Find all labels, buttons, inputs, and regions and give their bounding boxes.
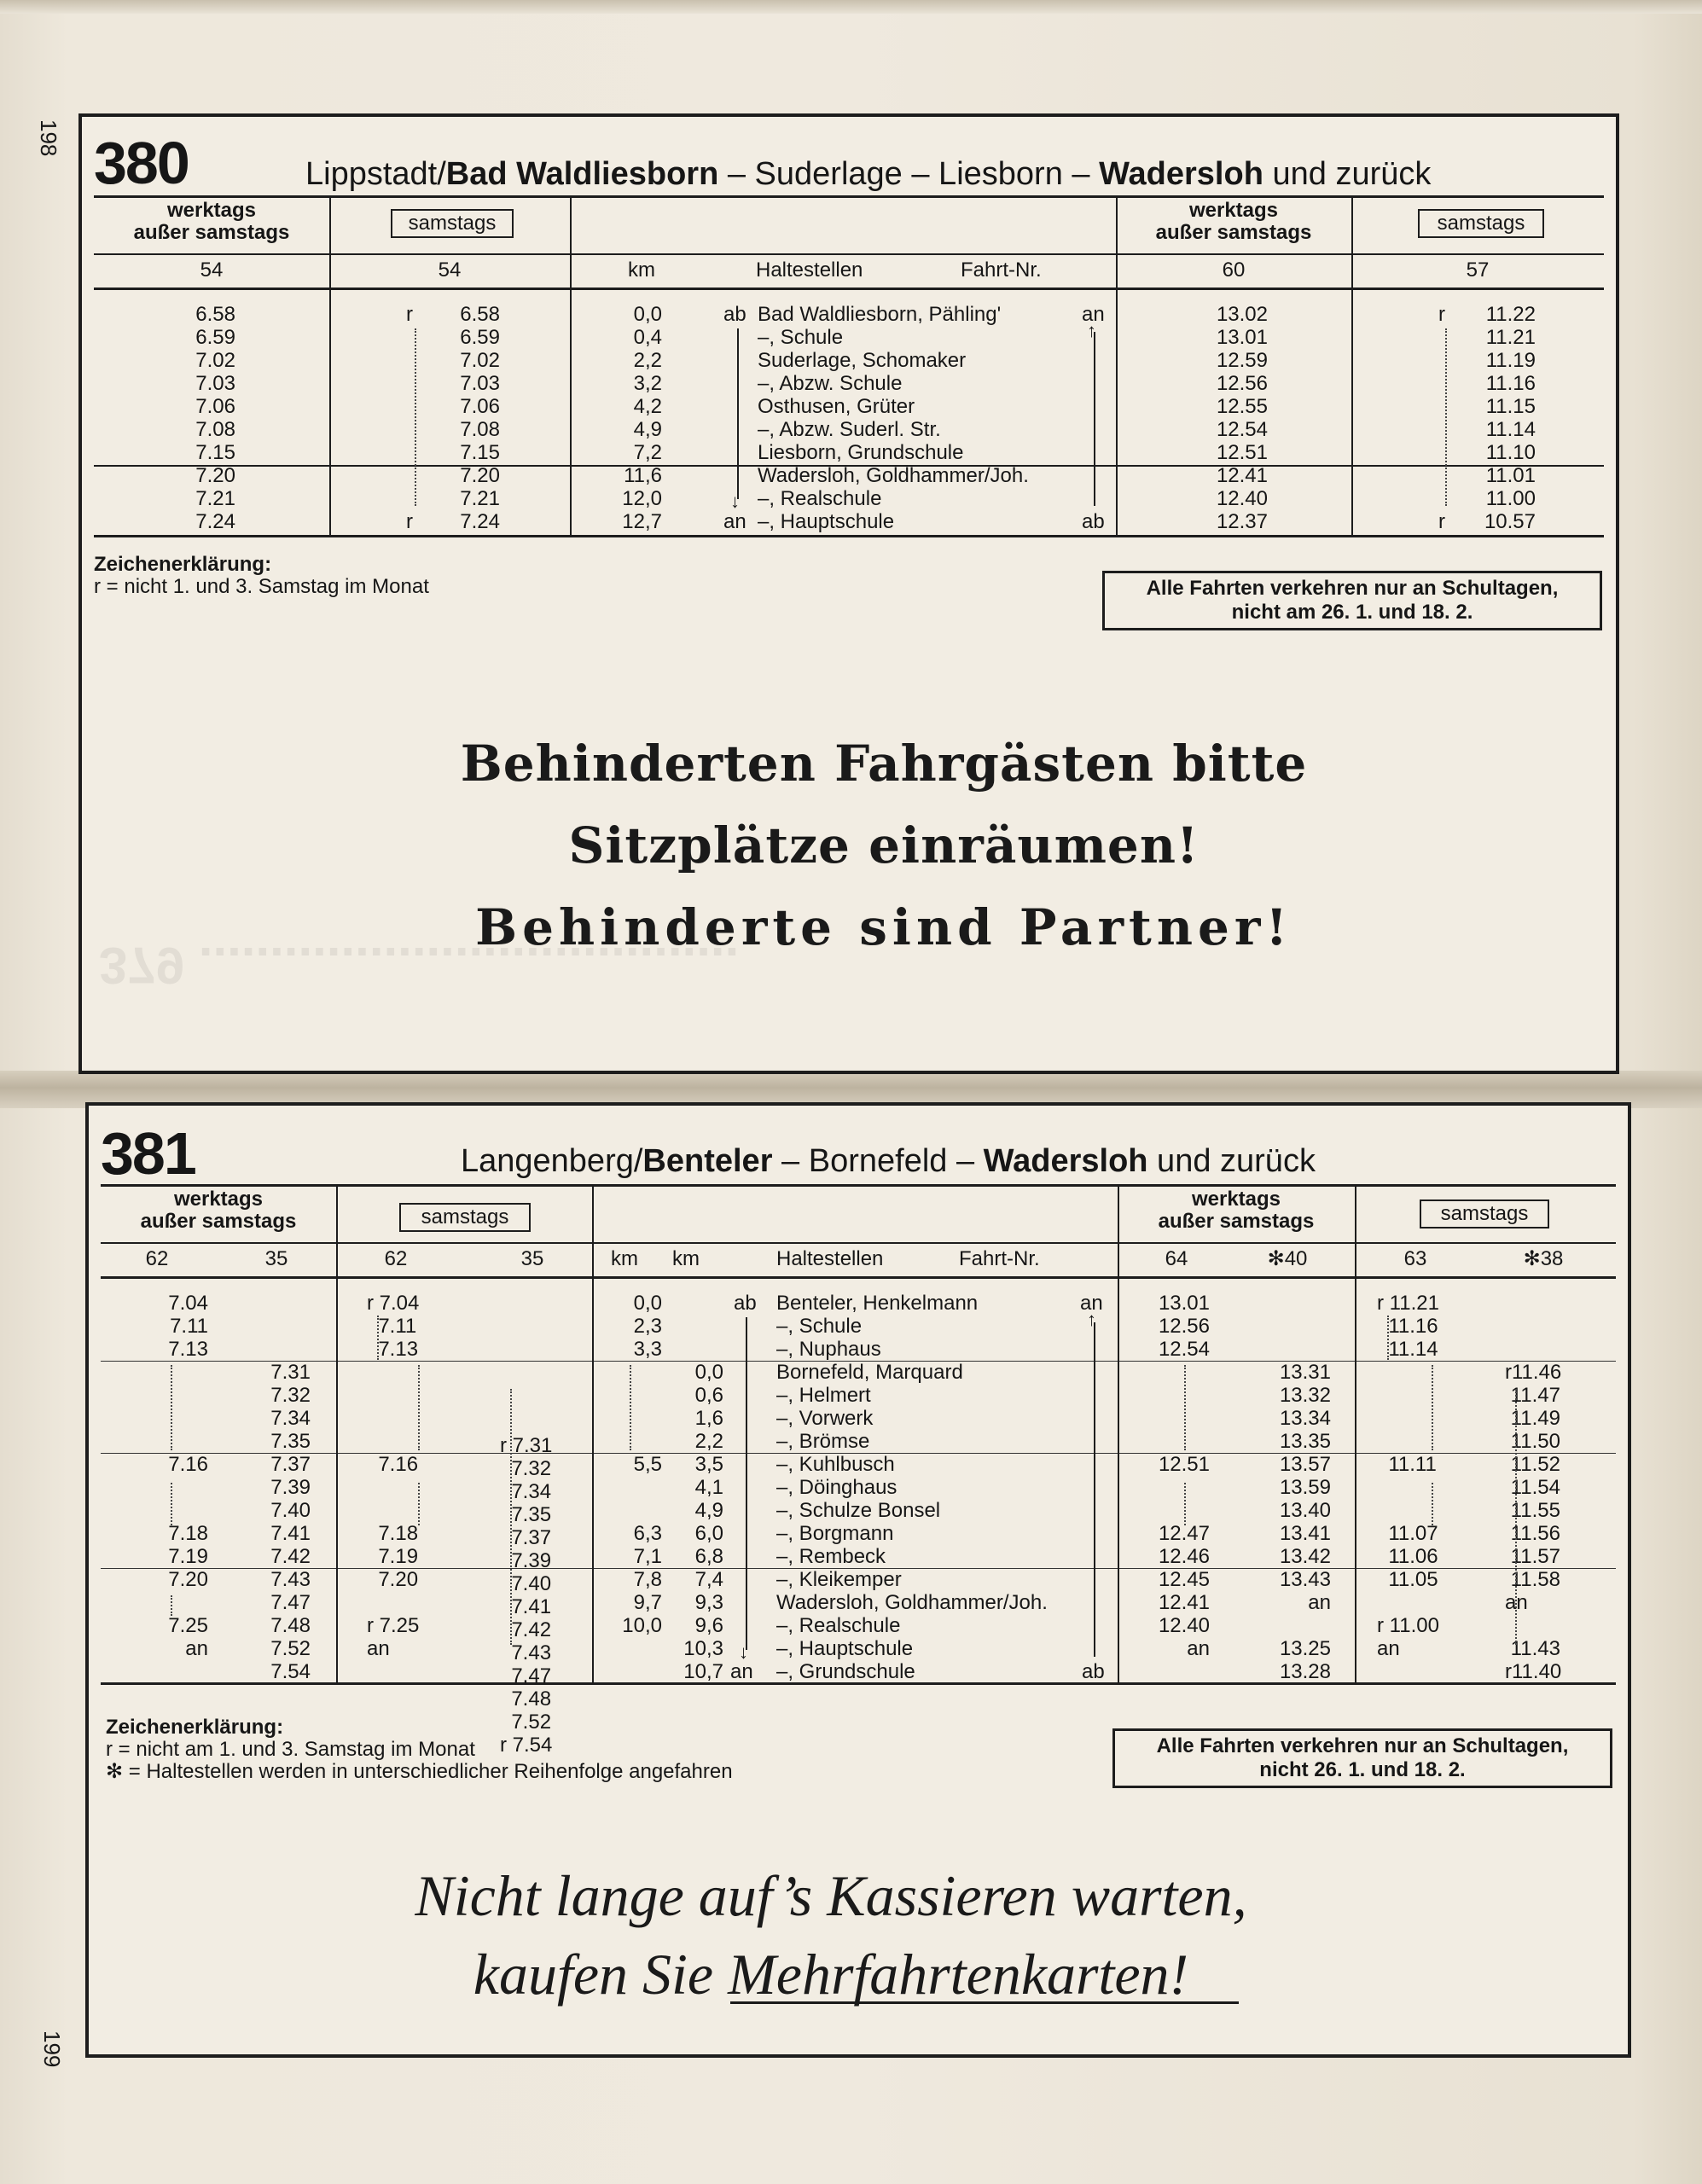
legend-title: Zeichenerklärung: xyxy=(94,553,272,576)
times-saturday-38: r11.46 11.47 11.49 11.50 11.52 11.54 11.55 11.56 11.57 11.58 an 11.43 r11.40 xyxy=(1505,1361,1562,1683)
slogan-line: kaufen Sie Mehrfahrtenkarten! xyxy=(473,1942,1189,2007)
continuation-line xyxy=(1432,1483,1433,1525)
header-weekdays: werktags außer samstags xyxy=(140,1188,297,1233)
times-saturday-right: 11.22 11.21 11.19 11.16 11.15 11.14 11.10 11.01 11.00 10.57 xyxy=(1484,303,1536,533)
flag-r: r xyxy=(406,510,413,533)
arrow-head-up: ↑ xyxy=(1087,1309,1096,1330)
col-divider xyxy=(592,1184,594,1682)
title-origin-bold: Bad Waldliesborn xyxy=(445,156,719,192)
slogan-multi-ride-tickets xyxy=(345,1856,1317,2013)
stop-names: Benteler, Henkelmann –, Schule –, Nuphaus Bornefeld, Marquard –, Helmert –, Vorwerk –, Brömse –, Kuhlbusch –, Döinghaus –, Schulze Bonsel –, Borgmann –, Rembeck –, Kleikemper Wadersloh, Goldhammer/Joh. –, Realschule –, Hauptschule –, Grundschule xyxy=(776,1292,1048,1683)
title-via: – Bornefeld – xyxy=(772,1143,984,1179)
legend-r: r = nicht am 1. und 3. Samstag im Monat xyxy=(106,1738,475,1761)
fahrt-label: Fahrt-Nr. xyxy=(959,1247,1040,1270)
header-weekdays-right: werktags außer samstags xyxy=(1158,1188,1315,1233)
trip-number: 57 xyxy=(1466,258,1490,282)
header-saturdays: samstags xyxy=(391,209,514,238)
slogan-underline xyxy=(730,2001,1239,2004)
trip-number: ✻40 xyxy=(1267,1247,1308,1270)
arrow-head-down: ↓ xyxy=(739,1641,748,1663)
header-saturdays-right: samstags xyxy=(1420,1199,1549,1228)
trip-number: 35 xyxy=(264,1247,288,1270)
trip-number: ✻38 xyxy=(1523,1247,1564,1270)
header-rule-bottom xyxy=(101,1276,1616,1279)
flag-r: r xyxy=(406,303,413,326)
continuation-line xyxy=(1445,328,1447,506)
col-divider xyxy=(1355,1184,1356,1682)
book-top-edge xyxy=(0,0,1702,14)
route-title xyxy=(305,156,1431,193)
an-marker-right: an xyxy=(1080,1292,1103,1315)
title-suffix: und zurück xyxy=(1147,1143,1316,1179)
an-marker: an xyxy=(723,510,746,533)
page-number-top: 198 xyxy=(36,119,61,157)
times-weekday-40: 13.31 13.32 13.34 13.35 13.57 13.59 13.40 13.41 13.42 13.43 an 13.25 13.28 xyxy=(1279,1361,1331,1683)
header-weekdays-right: werktags außer samstags xyxy=(1155,199,1312,244)
flag-r: r xyxy=(1438,510,1445,533)
timetable-panel-381 xyxy=(85,1102,1631,2058)
school-days-notice: Alle Fahrten verkehren nur an Schultagen, nicht am 26. 1. und 18. 2. xyxy=(1102,571,1602,630)
stops-label: Haltestellen xyxy=(776,1247,884,1270)
times-weekday-64: 13.01 12.56 12.54 12.51 12.47 12.46 12.45 12.41 12.40 an xyxy=(1158,1292,1210,1660)
arrow-head-up: ↑ xyxy=(1087,320,1096,341)
continuation-line xyxy=(510,1389,512,1645)
continuation-line xyxy=(418,1483,420,1525)
col-divider xyxy=(1351,195,1353,535)
an-marker: an xyxy=(730,1660,753,1683)
legend-asterisk: ✻ = Haltestellen werden in unterschiedlicher Reihenfolge angefahren xyxy=(106,1760,733,1783)
continuation-line xyxy=(171,1483,172,1525)
header-rule-top xyxy=(101,1184,1616,1187)
col-divider xyxy=(336,1184,338,1682)
col-divider xyxy=(329,195,331,535)
trip-number: 35 xyxy=(520,1247,544,1270)
ab-marker-right: ab xyxy=(1082,1660,1105,1683)
title-origin: Langenberg/ xyxy=(461,1143,643,1179)
header-saturdays-right: samstags xyxy=(1418,209,1544,238)
slogan-line: Behinderte sind Partner! xyxy=(475,898,1292,956)
trip-number: 63 xyxy=(1403,1247,1427,1270)
continuation-line xyxy=(1184,1483,1186,1525)
continuation-line xyxy=(1515,1389,1517,1645)
title-via: – Suderlage – Liesborn – xyxy=(718,156,1100,192)
col-divider xyxy=(1118,1184,1119,1682)
header-rule-mid xyxy=(101,1242,1616,1244)
times-weekday-62: 7.04 7.11 7.13 7.16 7.18 7.19 7.20 7.25 an xyxy=(168,1292,208,1660)
route-title xyxy=(461,1143,1316,1180)
title-origin-bold: Benteler xyxy=(642,1143,773,1179)
slogan-line: Behinderten Fahrgästen bitte xyxy=(460,735,1308,793)
header-saturdays: samstags xyxy=(399,1203,531,1232)
trip-number: 54 xyxy=(200,258,224,282)
col-divider xyxy=(1116,195,1118,535)
km-values-2: 0,0 0,6 1,6 2,2 3,5 4,1 4,9 6,0 6,8 7,4 9,3 9,6 10,3 10,7 xyxy=(683,1361,723,1683)
continuation-line xyxy=(415,328,416,506)
legend xyxy=(106,1716,733,1783)
page-number-bottom: 199 xyxy=(39,2030,65,2068)
trip-number: 62 xyxy=(145,1247,169,1270)
header-rule-top xyxy=(94,195,1604,198)
times-weekday-35: 7.31 7.32 7.34 7.35 7.37 7.39 7.40 7.41 7.42 7.43 7.47 7.48 7.52 7.54 xyxy=(270,1361,311,1683)
times-weekday: 6.58 6.59 7.02 7.03 7.06 7.08 7.15 7.20 7.21 7.24 xyxy=(195,303,235,533)
trip-number: 54 xyxy=(438,258,462,282)
continuation-line xyxy=(1387,1316,1389,1360)
trip-number: 60 xyxy=(1222,258,1246,282)
trip-number: 64 xyxy=(1165,1247,1188,1270)
header-rule-bottom xyxy=(94,288,1604,290)
legend-r: r = nicht 1. und 3. Samstag im Monat xyxy=(94,575,429,598)
title-destination: Wadersloh xyxy=(983,1143,1148,1179)
slogan-line: Nicht lange auf’s Kassieren warten, xyxy=(415,1863,1247,1928)
table-rule-bottom xyxy=(94,535,1604,537)
fahrt-label: Fahrt-Nr. xyxy=(961,258,1042,282)
continuation-line xyxy=(1184,1365,1186,1450)
flag-r: r xyxy=(1438,303,1445,326)
col-divider xyxy=(570,195,572,535)
km-values: 0,0 0,4 2,2 3,2 4,2 4,9 7,2 11,6 12,0 12,7 xyxy=(622,303,662,533)
ab-marker: ab xyxy=(734,1292,757,1315)
times-saturday: 6.58 6.59 7.02 7.03 7.06 7.08 7.15 7.20 7.21 7.24 xyxy=(460,303,500,533)
continuation-line xyxy=(171,1365,172,1450)
km-label: km xyxy=(628,258,655,282)
continuation-line xyxy=(1432,1365,1433,1450)
times-weekday-right: 13.02 13.01 12.59 12.56 12.55 12.54 12.51 12.41 12.40 12.37 xyxy=(1216,303,1268,533)
down-arrow xyxy=(737,328,739,499)
down-arrow xyxy=(746,1317,747,1650)
title-destination: Wadersloh xyxy=(1099,156,1263,192)
times-saturday-35: r 7.31 7.32 7.34 7.35 7.37 7.39 7.40 7.41 7.42 7.43 7.47 7.48 7.52 r 7.54 xyxy=(500,1434,553,1757)
continuation-line xyxy=(171,1595,172,1616)
title-suffix: und zurück xyxy=(1263,156,1432,192)
km-label: km xyxy=(672,1247,700,1270)
ab-marker-right: ab xyxy=(1082,510,1105,533)
an-marker-right: an xyxy=(1082,303,1105,326)
up-arrow xyxy=(1094,1322,1095,1657)
header-weekdays: werktags außer samstags xyxy=(133,199,290,244)
slogan-line: Sitzplätze einräumen! xyxy=(568,816,1200,874)
arrow-head-down: ↓ xyxy=(730,491,740,512)
legend xyxy=(94,554,429,598)
school-days-notice: Alle Fahrten verkehren nur an Schultagen, nicht 26. 1. und 18. 2. xyxy=(1112,1728,1612,1788)
times-saturday-63: r 11.21 11.16 11.14 11.11 11.07 11.06 11.05 r 11.00 an xyxy=(1377,1292,1439,1660)
legend-title: Zeichenerklärung: xyxy=(106,1716,284,1739)
km-label: km xyxy=(611,1247,638,1270)
continuation-line xyxy=(418,1365,420,1450)
route-number: 380 xyxy=(94,130,189,196)
timetable-panel-380 xyxy=(78,113,1619,1074)
header-rule-mid xyxy=(94,253,1604,255)
ab-marker: ab xyxy=(723,303,746,326)
trip-number: 62 xyxy=(384,1247,408,1270)
slogan-disabled-passengers xyxy=(406,723,1362,968)
title-origin: Lippstadt/ xyxy=(305,156,446,192)
stops-label: Haltestellen xyxy=(756,258,863,282)
bleedthrough-text: 379 ...................................... xyxy=(99,937,740,994)
continuation-line xyxy=(377,1316,379,1360)
continuation-line xyxy=(630,1365,631,1450)
route-number: 381 xyxy=(101,1120,195,1187)
up-arrow xyxy=(1094,332,1095,506)
km-values-1: 0,0 2,3 3,3 5,5 6,3 7,1 7,8 9,7 10,0 xyxy=(622,1292,662,1637)
times-saturday-62: r 7.04 7.11 7.13 7.16 7.18 7.19 7.20 r 7.25 an xyxy=(367,1292,420,1660)
stop-names: Bad Waldliesborn, Pähling' –, Schule Suderlage, Schomaker –, Abzw. Schule Osthusen, Grüter –, Abzw. Suderl. Str. Liesborn, Grundschule Wadersloh, Goldhammer/Joh. –, Realschule –, Hauptschule xyxy=(758,303,1029,533)
